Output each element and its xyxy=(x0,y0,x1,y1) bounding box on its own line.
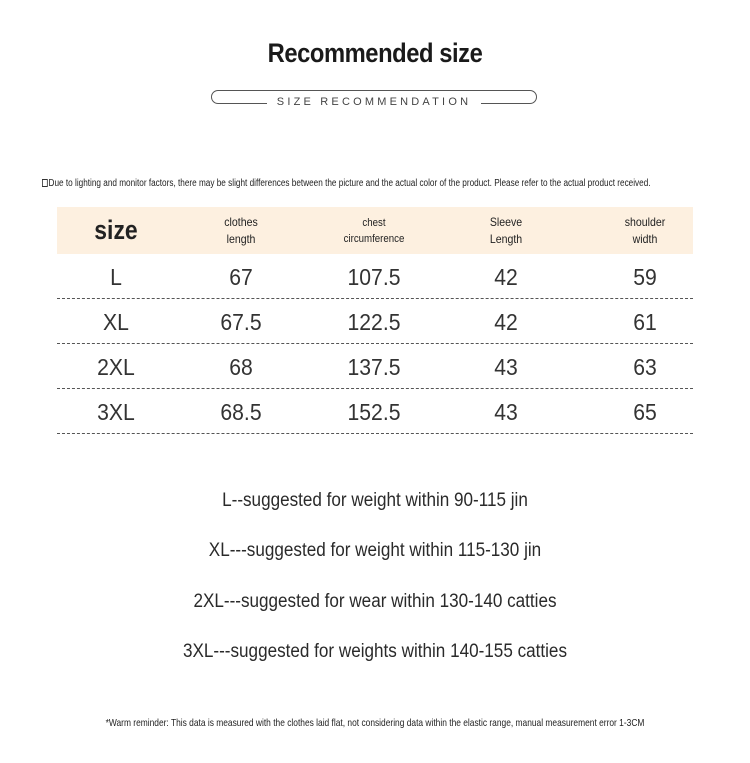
header-shoulder-width xyxy=(580,207,710,254)
color-disclaimer xyxy=(42,178,651,189)
table-row xyxy=(57,344,693,389)
table-row xyxy=(57,299,693,344)
warm-reminder: *Warm reminder: This data is measured with the clothes laid flat, not considering data within the elastic range, manual measurement error 1-3CM xyxy=(105,717,645,729)
cell-clothes-length: 67 xyxy=(229,264,253,290)
recommendation-l: L--suggested for weight within 90-115 jin xyxy=(222,490,528,511)
cell-chest: 152.5 xyxy=(347,399,401,425)
header-clothes-length xyxy=(183,207,299,254)
cell-size: L xyxy=(110,264,122,290)
cell-sleeve: 42 xyxy=(494,264,518,290)
cell-clothes-length: 68 xyxy=(229,354,253,380)
cell-chest: 137.5 xyxy=(347,354,401,380)
cell-sleeve: 43 xyxy=(494,354,518,380)
cell-clothes-length: 68.5 xyxy=(220,399,262,425)
cell-shoulder: 65 xyxy=(633,399,657,425)
cell-size: 3XL xyxy=(97,399,135,425)
subtitle-banner xyxy=(211,90,539,106)
table-row xyxy=(57,389,693,434)
cell-clothes-length: 67.5 xyxy=(220,309,262,335)
cell-sleeve: 43 xyxy=(494,399,518,425)
cell-shoulder: 63 xyxy=(633,354,657,380)
header-size xyxy=(66,207,166,254)
cell-shoulder: 59 xyxy=(633,264,657,290)
disclaimer-text: Due to lighting and monitor factors, there may be slight differences between the picture and the actual color of the product. Please refer to the actual product received. xyxy=(48,178,651,189)
header-size-label: size xyxy=(94,215,138,245)
cell-size: 2XL xyxy=(97,354,135,380)
subtitle-text: SIZE RECOMMENDATION xyxy=(267,94,481,110)
header-clothes-length-label: clothes length xyxy=(224,214,258,246)
header-sleeve-label: Sleeve Length xyxy=(489,214,523,246)
header-chest-circumference xyxy=(315,207,433,254)
cell-size: XL xyxy=(103,309,129,335)
recommendation-xl: XL---suggested for weight within 115-130 jin xyxy=(208,540,542,561)
header-shoulder-label: shoulder width xyxy=(624,214,666,246)
cell-shoulder: 61 xyxy=(633,309,657,335)
header-chest-label: chest circumference xyxy=(343,216,405,245)
cell-chest: 122.5 xyxy=(347,309,401,335)
cell-chest: 107.5 xyxy=(347,264,401,290)
size-table xyxy=(57,207,693,434)
recommendation-3xl: 3XL---suggested for weights within 140-155 catties xyxy=(182,641,568,662)
cell-sleeve: 42 xyxy=(494,309,518,335)
table-row xyxy=(57,254,693,299)
header-sleeve-length xyxy=(449,207,563,254)
page-title: Recommended size xyxy=(267,38,483,68)
checkbox-glyph-icon xyxy=(42,179,48,187)
table-header-row xyxy=(57,207,693,254)
recommendation-2xl: 2XL---suggested for wear within 130-140 catties xyxy=(193,591,557,612)
